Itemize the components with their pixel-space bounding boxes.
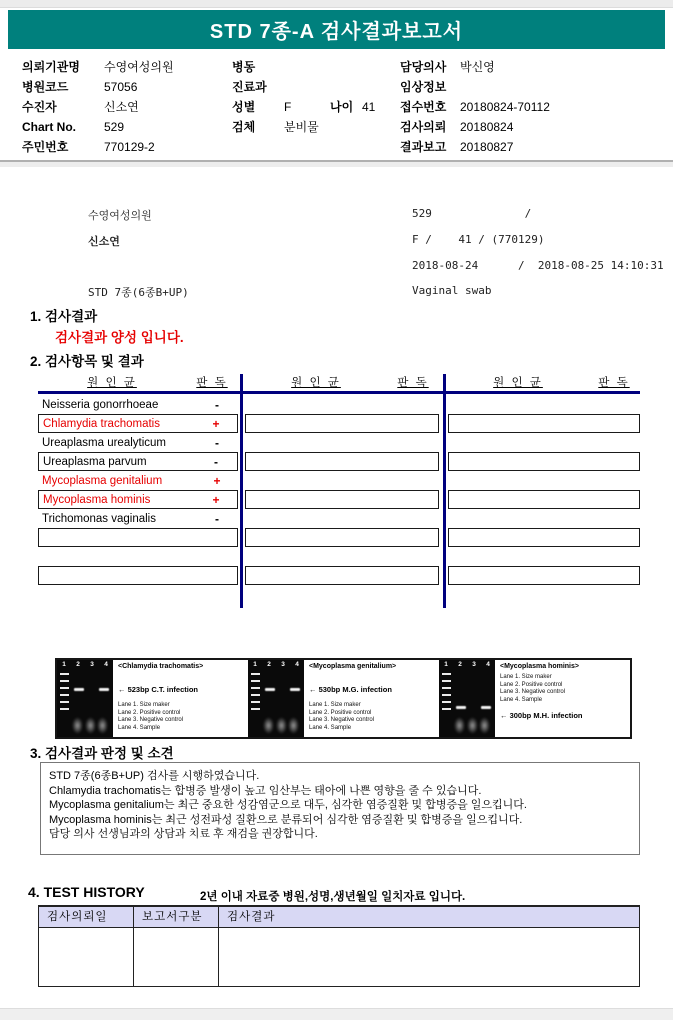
- organism-result: -: [214, 454, 218, 469]
- history-header-row: [39, 907, 639, 928]
- section2-title: 2. 검사항목 및 결과: [30, 354, 144, 369]
- organism-result: -: [215, 511, 219, 526]
- empty-result-row: [448, 566, 640, 585]
- info-age-pair: [330, 97, 375, 117]
- header-underline-bar: [38, 391, 640, 394]
- legend-line: Lane 1. Size maker: [309, 702, 361, 708]
- gel-legend: [309, 702, 437, 732]
- section1-title: 1. 검사결과: [30, 309, 98, 324]
- organism-name: Ureaplasma parvum: [43, 455, 147, 468]
- gel-legend: [500, 674, 628, 704]
- organism-row: [38, 452, 238, 471]
- band-label: ← 530bp M.G. infection: [309, 685, 392, 694]
- patient-info-section: [0, 57, 673, 157]
- gel-band: [481, 706, 491, 709]
- info-value: 박신영: [460, 60, 495, 74]
- empty-result-row: [245, 566, 439, 585]
- info-label: 담당의사: [400, 60, 447, 74]
- organism-header: 원 인 균: [291, 377, 341, 389]
- results-group1: [38, 395, 238, 585]
- info-label: 검체: [232, 120, 256, 134]
- organism-name: Chlamydia trachomatis: [43, 417, 160, 430]
- info-row: [232, 77, 397, 97]
- empty-result-row: [245, 490, 439, 509]
- opinion-line: 담당 의사 선생님과의 상담과 치료 후 재검을 권장합니다.: [49, 828, 318, 840]
- organism-row: [38, 414, 238, 433]
- legend-line: Lane 1. Size maker: [118, 702, 170, 708]
- gel-smear: [276, 717, 287, 734]
- reading-header: 판 독: [196, 377, 228, 389]
- organism-result: -: [215, 397, 219, 412]
- legend-line: Lane 2. Positive control: [118, 709, 181, 716]
- section3-title: 3. 검사결과 판정 및 소견: [30, 746, 174, 761]
- info-column-middle: [232, 57, 397, 137]
- info-label: 병원코드: [22, 80, 69, 94]
- history-body-row: [39, 928, 639, 986]
- results-header-group3: [448, 374, 640, 391]
- legend-line: Lane 4. Sample: [118, 724, 161, 731]
- info-label: 검사의뢰: [400, 120, 447, 134]
- band-label: ← 523bp C.T. infection: [118, 685, 199, 694]
- empty-result-row: [245, 395, 439, 414]
- info-row: [232, 57, 397, 77]
- organism-row: [38, 490, 238, 509]
- empty-result-row: [448, 452, 640, 471]
- reading-header: 판 독: [598, 377, 630, 389]
- page-bottom-margin: [0, 1008, 673, 1020]
- organism-row: [38, 471, 238, 490]
- lane-numbers: [439, 661, 495, 668]
- info-row: [22, 137, 227, 157]
- empty-result-row: [245, 547, 439, 566]
- lane-number: 4: [486, 661, 490, 668]
- lane-number: 1: [444, 661, 448, 668]
- info-row: [22, 97, 227, 117]
- empty-result-row: [448, 490, 640, 509]
- gel-image: [248, 660, 304, 737]
- organism-name: Trichomonas vaginalis: [42, 512, 156, 525]
- size-marker-ladder: [60, 673, 69, 715]
- results-header-group1: [38, 374, 238, 391]
- summary-dates: 2018-08-24 / 2018-08-25 14:10:31: [412, 259, 664, 272]
- lane-number: 4: [104, 661, 108, 668]
- results-table: [38, 374, 640, 614]
- info-row: [400, 117, 660, 137]
- info-value: F: [284, 100, 292, 114]
- info-row: [400, 57, 660, 77]
- opinion-line: Mycoplasma genitalium는 최근 중요한 성감염군으로 대두, 심각한 염증질환 및 합병증을 일으킵니다.: [49, 799, 527, 811]
- organism-header: 원 인 균: [493, 377, 543, 389]
- lane-numbers: [57, 661, 113, 668]
- overall-result-text: 검사결과 양성 입니다.: [55, 330, 184, 345]
- empty-result-row: [448, 509, 640, 528]
- organism-name: Neisseria gonorrhoeae: [42, 398, 159, 411]
- gel-smear: [454, 717, 465, 734]
- gel-image: [439, 660, 495, 737]
- info-value: 529: [104, 120, 125, 134]
- opinion-box: [40, 762, 640, 855]
- organism-row: [38, 433, 238, 452]
- legend-line: Lane 4. Sample: [309, 724, 352, 731]
- column-divider: [443, 374, 446, 608]
- info-row-sex-age: [232, 97, 397, 117]
- legend-line: Lane 3. Negative control: [500, 689, 566, 695]
- info-value: 57056: [104, 80, 138, 94]
- empty-result-row: [448, 547, 640, 566]
- summary-demographics: F / 41 / (770129): [412, 233, 545, 246]
- info-value: 분비물: [284, 120, 319, 134]
- info-row: [232, 117, 397, 137]
- report-banner: [8, 10, 665, 49]
- legend-line: Lane 3. Negative control: [118, 717, 184, 723]
- organism-name: Mycoplasma genitalium: [42, 474, 163, 487]
- size-marker-ladder: [442, 673, 451, 715]
- empty-result-row: [448, 528, 640, 547]
- summary-patient: 신소연: [88, 235, 120, 248]
- info-row: [400, 137, 660, 157]
- column-divider: [240, 374, 243, 608]
- info-value: 수영여성의원: [104, 60, 174, 74]
- info-value: 41: [362, 100, 376, 114]
- legend-line: Lane 2. Positive control: [309, 709, 372, 716]
- organism-header: 원 인 균: [87, 377, 137, 389]
- lane-number: 1: [62, 661, 66, 668]
- info-value: 신소연: [104, 100, 139, 114]
- summary-chart-line: 529 /: [412, 207, 532, 220]
- organism-result: +: [213, 473, 221, 488]
- gel-smear: [85, 717, 96, 734]
- organism-result: +: [212, 492, 220, 507]
- history-cell: [134, 928, 219, 986]
- lane-number: 2: [76, 661, 80, 668]
- lane-number: 1: [253, 661, 257, 668]
- info-label: 의뢰기관명: [22, 60, 80, 74]
- info-value: 20180824-70112: [460, 100, 550, 114]
- gel-band: [456, 706, 466, 709]
- organism-name: Mycoplasma hominis: [43, 493, 151, 506]
- history-header-cell: 검사결과: [219, 907, 639, 928]
- info-label: 임상정보: [400, 80, 447, 94]
- gel-smear: [467, 717, 478, 734]
- organism-result: +: [212, 416, 220, 431]
- empty-result-row: [448, 471, 640, 490]
- history-cell: [219, 928, 639, 986]
- empty-result-row: [38, 528, 238, 547]
- history-note: 2년 이내 자료중 병원,성명,생년월일 일치자료 입니다.: [200, 891, 466, 903]
- empty-result-row: [38, 547, 238, 566]
- gel-electrophoresis-panel: [55, 658, 632, 739]
- info-row: [22, 57, 227, 77]
- info-row: [400, 77, 660, 97]
- gel-band: [265, 688, 275, 691]
- gel-smear: [263, 717, 274, 734]
- info-label: 수진자: [22, 100, 57, 114]
- opinion-line: Mycoplasma hominis는 최근 성전파성 질환으로 분류되어 심각한 염증질환 및 합병증을 일으킵니다.: [49, 813, 523, 826]
- empty-result-row: [448, 433, 640, 452]
- info-label: Chart No.: [22, 120, 76, 134]
- lane-number: 3: [90, 661, 94, 668]
- info-column-right: [400, 57, 660, 157]
- gel-title: <Chlamydia trachomatis>: [118, 663, 204, 670]
- info-value: 20180824: [460, 120, 514, 134]
- page-top-margin: [0, 0, 673, 8]
- empty-result-row: [245, 433, 439, 452]
- info-row: [400, 97, 660, 117]
- report-title: STD 7종-A 검사결과보고서: [209, 21, 464, 43]
- reading-header: 판 독: [397, 377, 429, 389]
- summary-specimen: Vaginal swab: [412, 284, 492, 297]
- section4-title: 4. TEST HISTORY: [28, 884, 145, 900]
- gel-unit-mhominis: [439, 660, 630, 737]
- organism-name: Ureaplasma urealyticum: [42, 436, 166, 449]
- lane-number: 4: [295, 661, 299, 668]
- empty-result-row: [245, 452, 439, 471]
- gel-unit-chlamydia: [57, 660, 248, 737]
- gel-band: [74, 688, 84, 691]
- empty-result-row: [245, 528, 439, 547]
- page-separator: [0, 160, 673, 167]
- legend-line: Lane 1. Size maker: [500, 674, 552, 680]
- band-label: ← 300bp M.H. infection: [500, 711, 583, 720]
- info-column-left: [22, 57, 227, 157]
- info-label: 병동: [232, 60, 256, 74]
- organism-row: [38, 509, 238, 528]
- legend-line: Lane 4. Sample: [500, 696, 543, 703]
- lane-numbers: [248, 661, 304, 668]
- history-table: [38, 905, 640, 987]
- gel-annotation: [304, 660, 439, 737]
- organism-row: [38, 395, 238, 414]
- gel-unit-mgenitalium: [248, 660, 439, 737]
- lane-number: 3: [472, 661, 476, 668]
- size-marker-ladder: [251, 673, 260, 715]
- gel-legend: [118, 702, 246, 732]
- gel-annotation: [113, 660, 248, 737]
- summary-test-name: STD 7종(6종B+UP): [88, 286, 189, 299]
- legend-line: Lane 2. Positive control: [500, 681, 563, 688]
- gel-title: <Mycoplasma hominis>: [500, 663, 579, 670]
- gel-smear: [288, 717, 299, 734]
- legend-line: Lane 3. Negative control: [309, 717, 375, 723]
- summary-hospital: 수영여성의원: [88, 209, 152, 222]
- history-header-cell: 검사의뢰일: [39, 907, 134, 928]
- info-label: 주민번호: [22, 140, 69, 154]
- empty-result-row: [448, 414, 640, 433]
- gel-band: [99, 688, 109, 691]
- history-cell: [39, 928, 134, 986]
- info-value: 770129-2: [104, 140, 155, 154]
- empty-result-row: [245, 509, 439, 528]
- info-label: 성별: [232, 100, 256, 114]
- gel-annotation: [495, 660, 630, 737]
- info-label: 접수번호: [400, 100, 447, 114]
- gel-smear: [72, 717, 83, 734]
- gel-smear: [479, 717, 490, 734]
- organism-result: -: [215, 435, 219, 450]
- empty-result-row: [245, 471, 439, 490]
- gel-title: <Mycoplasma genitalium>: [309, 663, 397, 670]
- results-header-group2: [245, 374, 439, 391]
- gel-band: [290, 688, 300, 691]
- opinion-line: Chlamydia trachomatis는 합병증 발생이 높고 임산부는 태아에 나쁜 영향을 줄 수 있습니다.: [49, 784, 482, 797]
- info-label: 결과보고: [400, 140, 447, 154]
- empty-result-row: [448, 395, 640, 414]
- history-header-cell: 보고서구분: [134, 907, 219, 928]
- lane-number: 2: [267, 661, 271, 668]
- info-label: 나이: [330, 100, 354, 114]
- lane-number: 2: [458, 661, 462, 668]
- results-group2: [245, 395, 439, 585]
- empty-result-row: [38, 566, 238, 585]
- lane-number: 3: [281, 661, 285, 668]
- results-group3: [448, 395, 640, 585]
- info-row: [22, 77, 227, 97]
- empty-result-row: [245, 414, 439, 433]
- info-label: 진료과: [232, 80, 267, 94]
- info-row: [22, 117, 227, 137]
- opinion-line: STD 7종(6종B+UP) 검사를 시행하였습니다.: [49, 770, 260, 782]
- gel-image: [57, 660, 113, 737]
- gel-smear: [97, 717, 108, 734]
- info-value: 20180827: [460, 140, 514, 154]
